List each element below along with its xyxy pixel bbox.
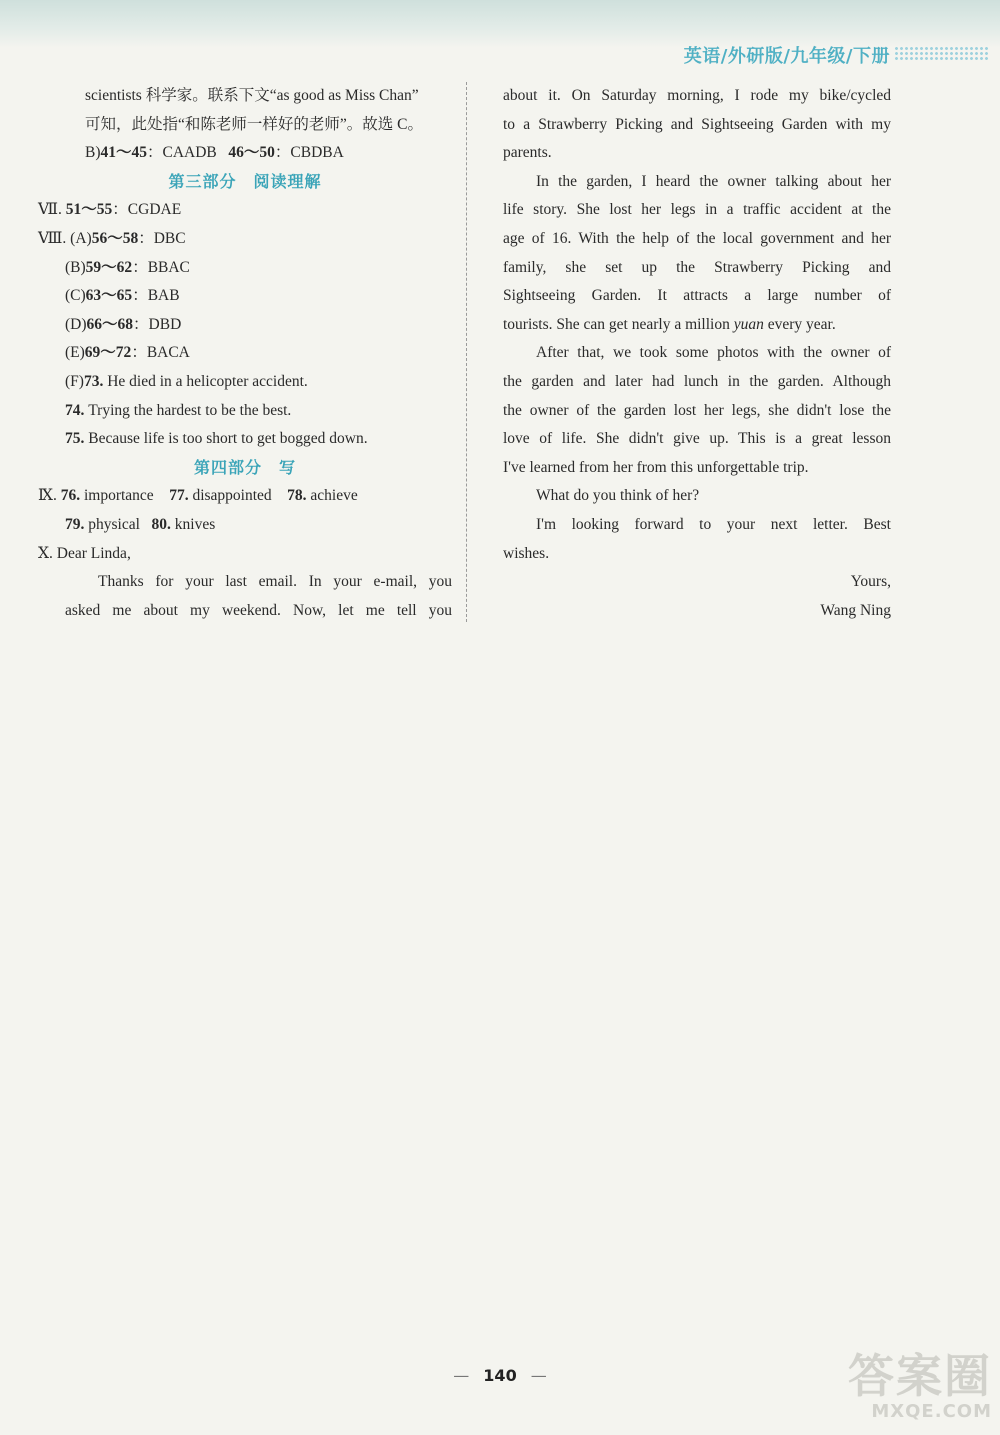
answer-label: (A): [70, 229, 92, 247]
answer-text: He died in a helicopter accident.: [107, 372, 308, 390]
answer-ix-row2: [38, 511, 452, 540]
answer-word: achieve: [310, 487, 358, 505]
answer-vii-row: [38, 196, 452, 225]
answer-text: ：DBD: [133, 315, 182, 333]
answer-text: ：DBC: [138, 229, 186, 247]
answer-text: Trying the hardest to be the best.: [88, 401, 292, 419]
letter-line: about it. On Saturday morning, I rode my bike/cycled: [503, 87, 891, 104]
answer-75-row: [38, 425, 452, 454]
answer-range: 51～55: [65, 201, 113, 219]
letter-line: After that, we took some photos with the owner of: [536, 344, 891, 362]
answer-f-row: [38, 368, 452, 397]
letter-line: the owner of the garden lost her legs, she didn't lose the: [503, 401, 891, 419]
section-title-reading: 第三部分 阅读理解: [168, 171, 322, 191]
answer-b-row: [38, 139, 452, 168]
answer-label: (B): [65, 258, 86, 276]
question-number: 78.: [287, 487, 307, 505]
answer-label: (C): [65, 287, 86, 305]
answer-viii-b-row: [38, 254, 452, 283]
answer-text: ：BACA: [131, 344, 190, 362]
answer-label: (E): [65, 344, 85, 362]
intro-line: scientists 科学家。联系下文“as good as Miss Chan”: [85, 87, 419, 104]
roman-numeral: Ⅷ.: [38, 229, 67, 247]
answer-range: 46～50: [228, 144, 275, 162]
question-number: 80.: [151, 515, 171, 533]
letter-closing: Yours,: [850, 573, 891, 591]
letter-greeting-row: [38, 540, 452, 569]
letter-line: age of 16. With the help of the local government and her: [503, 229, 891, 247]
section-title-writing: 第四部分 写: [193, 457, 296, 477]
answer-74-row: [38, 397, 452, 426]
letter-line: I'm looking forward to your next letter. Best: [536, 515, 891, 533]
watermark-main: 答案圈: [848, 1349, 992, 1403]
right-column: [503, 82, 891, 625]
letter-line: the garden and later had lunch in the garden. Although: [503, 372, 891, 390]
question-number: 79.: [65, 515, 85, 533]
answer-range: 56～58: [91, 229, 139, 247]
answer-text: ：BAB: [132, 287, 180, 305]
letter-line: life story. She lost her legs in a traffic accident at the: [503, 201, 891, 219]
answer-word: physical: [88, 515, 140, 533]
answer-word: knives: [174, 515, 216, 533]
answer-label: (D): [65, 315, 87, 333]
question-number: 77.: [169, 487, 189, 505]
answer-range: 59～62: [85, 258, 133, 276]
answer-text: ：BBAC: [132, 258, 190, 276]
letter-line-tourists: [503, 311, 891, 340]
answer-range: 69～72: [84, 344, 132, 362]
letter-line: Sightseeing Garden. It attracts a large number of: [503, 287, 891, 305]
letter-text: tourists. She can get nearly a million: [503, 315, 734, 333]
answer-text: Because life is too short to get bogged down.: [88, 430, 368, 448]
letter-line: What do you think of her?: [536, 487, 700, 505]
roman-numeral: Ⅶ.: [38, 201, 62, 219]
letter-greeting: Dear Linda,: [56, 544, 131, 562]
answer-text: ：CGDAE: [112, 201, 182, 219]
answer-label: B): [85, 144, 101, 162]
answer-label: (F): [65, 372, 84, 390]
answer-text: ：CAADB: [147, 144, 217, 162]
column-divider: [466, 82, 467, 622]
letter-line: love of life. She didn't give up. This is a great lesson: [503, 430, 891, 448]
watermark-logo: [842, 1351, 992, 1429]
page-dash-right: —: [530, 1366, 547, 1385]
question-number: 73.: [83, 372, 104, 390]
page-dash-left: —: [453, 1366, 470, 1385]
question-number: 74.: [65, 401, 85, 419]
question-number: 75.: [65, 430, 85, 448]
letter-signature: Wang Ning: [820, 601, 891, 619]
question-number: 76.: [60, 487, 81, 505]
book-title: 英语/外研版/九年级/下册: [683, 46, 890, 67]
answer-word: importance: [83, 487, 154, 505]
answer-viii-c-row: [38, 282, 452, 311]
roman-numeral: Ⅸ.: [38, 487, 57, 505]
letter-line: In the garden, I heard the owner talking about her: [536, 172, 891, 190]
watermark-sub: MXQE.COM: [871, 1401, 992, 1422]
answer-viii-a-row: [38, 225, 452, 254]
letter-italic-word: yuan: [733, 315, 764, 333]
page-number: 140: [483, 1366, 517, 1385]
letter-line: Thanks for your last email. In your e-mail, you: [98, 573, 452, 591]
letter-line: asked me about my weekend. Now, let me tell you: [65, 601, 452, 619]
letter-line: family, she set up the Strawberry Picking and: [503, 258, 891, 276]
answer-viii-e-row: [38, 339, 452, 368]
letter-line: parents.: [503, 144, 552, 162]
answer-word: disappointed: [192, 487, 272, 505]
letter-text: every year.: [763, 315, 836, 333]
letter-line: wishes.: [503, 544, 550, 562]
intro-line: 可知，此处指“和陈老师一样好的老师”。故选 C。: [85, 115, 423, 133]
answer-text: ：CBDBA: [274, 144, 344, 162]
header-band: [0, 0, 1000, 48]
answer-range: 41～45: [100, 144, 148, 162]
letter-line: I've learned from her from this unforgettable trip.: [503, 458, 809, 476]
answer-ix-row: [38, 482, 452, 511]
header-dot-pattern: [894, 46, 990, 60]
left-column: [38, 82, 452, 625]
roman-numeral: Ⅹ.: [38, 544, 53, 562]
answer-range: 63～65: [85, 287, 133, 305]
letter-line: to a Strawberry Picking and Sightseeing Garden with my: [503, 115, 891, 133]
answer-range: 66～68: [86, 315, 134, 333]
answer-viii-d-row: [38, 311, 452, 340]
